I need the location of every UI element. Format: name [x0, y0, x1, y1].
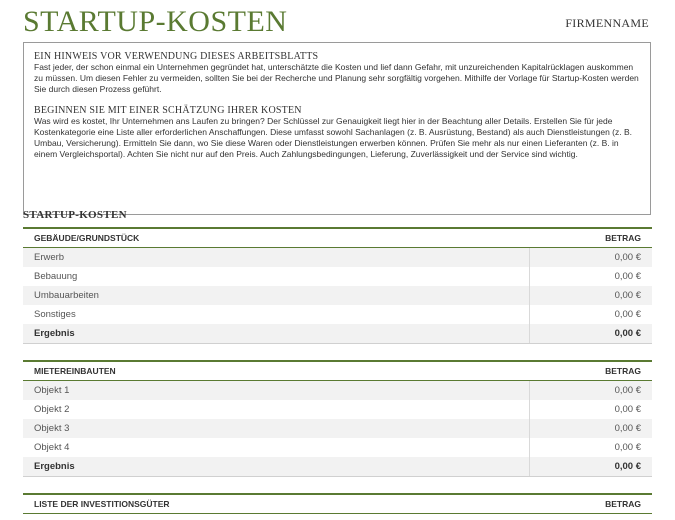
table-row[interactable] — [23, 248, 652, 267]
row-value[interactable]: 0,00 € — [529, 305, 652, 324]
table-header — [23, 360, 652, 381]
row-value[interactable]: 0,00 € — [529, 248, 652, 267]
section-title: STARTUP-KOSTEN — [23, 209, 127, 221]
row-value[interactable]: 0,00 € — [529, 438, 652, 457]
total-row — [23, 457, 652, 477]
table-tenant-improvements — [23, 360, 652, 477]
table-row[interactable] — [23, 305, 652, 324]
company-name[interactable]: FIRMENNAME — [565, 16, 649, 30]
row-label: Objekt 2 — [34, 404, 70, 415]
row-label: Sonstiges — [34, 309, 76, 320]
table-row[interactable] — [23, 438, 652, 457]
table-row[interactable] — [23, 286, 652, 305]
table-row[interactable] — [23, 419, 652, 438]
hint-text-2: Was wird es kostet, Ihr Unternehmen ans Laufen zu bringen? Der Schlüssel zur Genauigkeit liegt hier in der Beachtung aller Details. Erstellen Sie für jede Kostenkategorie eine Liste aller erforderlichen Anschaffungen. Diese umfasst sowohl Sachanlagen (z. B. Ausrüstung, Bestand) als auch Dienstleistungen (z. B. Umbau, Versicherung). Ermitteln Sie dann, wo Sie diese Waren oder Dienstleistungen erwerben können. Prüfen Sie mehr als nur einen Lieferanten (z. B. in einem Vergleichsportal). Achten Sie nicht nur auf den Preis. Auch Zahlungsbedingungen, Lieferung, Zuverlässigkeit und der Service sind wichtig. — [34, 116, 633, 159]
amount-header: BETRAG — [605, 499, 641, 509]
table-header-label: MIETEREINBAUTEN — [34, 366, 116, 376]
row-label: Objekt 4 — [34, 442, 70, 453]
total-value: 0,00 € — [529, 324, 652, 343]
table-header-label: GEBÄUDE/GRUNDSTÜCK — [34, 233, 140, 243]
total-row — [23, 324, 652, 344]
hint-text-1: Fast jeder, der schon einmal ein Unternehmen gegründet hat, unterschätzte die Kosten und lief dann Gefahr, mit unzureichenden Kapitalrücklagen auskommen zu müssen. Um diesen Fehler zu vermeiden, sollten Sie bei der Recherche und Planung sehr sorgfältig vorgehen. Mithilfe der Vorlage für Startup-Kosten werden Sie durch diesen Prozess geführt. — [34, 62, 639, 94]
table-header — [23, 493, 652, 514]
table-row[interactable] — [23, 381, 652, 400]
table-header — [23, 227, 652, 248]
row-value[interactable]: 0,00 € — [529, 267, 652, 286]
total-label: Ergebnis — [34, 461, 75, 472]
row-label: Objekt 3 — [34, 423, 70, 434]
table-building — [23, 227, 652, 344]
row-label: Erwerb — [34, 252, 65, 263]
row-value[interactable]: 0,00 € — [529, 381, 652, 400]
total-value: 0,00 € — [529, 457, 652, 476]
row-value[interactable]: 0,00 € — [529, 400, 652, 419]
amount-header: BETRAG — [605, 366, 641, 376]
table-row[interactable] — [23, 267, 652, 286]
table-row[interactable] — [23, 400, 652, 419]
hint-heading-1: EIN HINWEIS VOR VERWENDUNG DIESES ARBEITSBLATTS — [34, 51, 319, 62]
total-label: Ergebnis — [34, 328, 75, 339]
page-title: STARTUP-KOSTEN — [23, 5, 288, 38]
row-label: Bebauung — [34, 271, 78, 282]
amount-header: BETRAG — [605, 233, 641, 243]
hint-heading-2: BEGINNEN SIE MIT EINER SCHÄTZUNG IHRER KOSTEN — [34, 105, 302, 116]
row-label: Objekt 1 — [34, 385, 70, 396]
hint-box — [23, 42, 651, 215]
table-capital-goods — [23, 493, 652, 514]
row-label: Umbauarbeiten — [34, 290, 99, 301]
row-value[interactable]: 0,00 € — [529, 286, 652, 305]
table-header-label: LISTE DER INVESTITIONSGÜTER — [34, 499, 170, 509]
row-value[interactable]: 0,00 € — [529, 419, 652, 438]
